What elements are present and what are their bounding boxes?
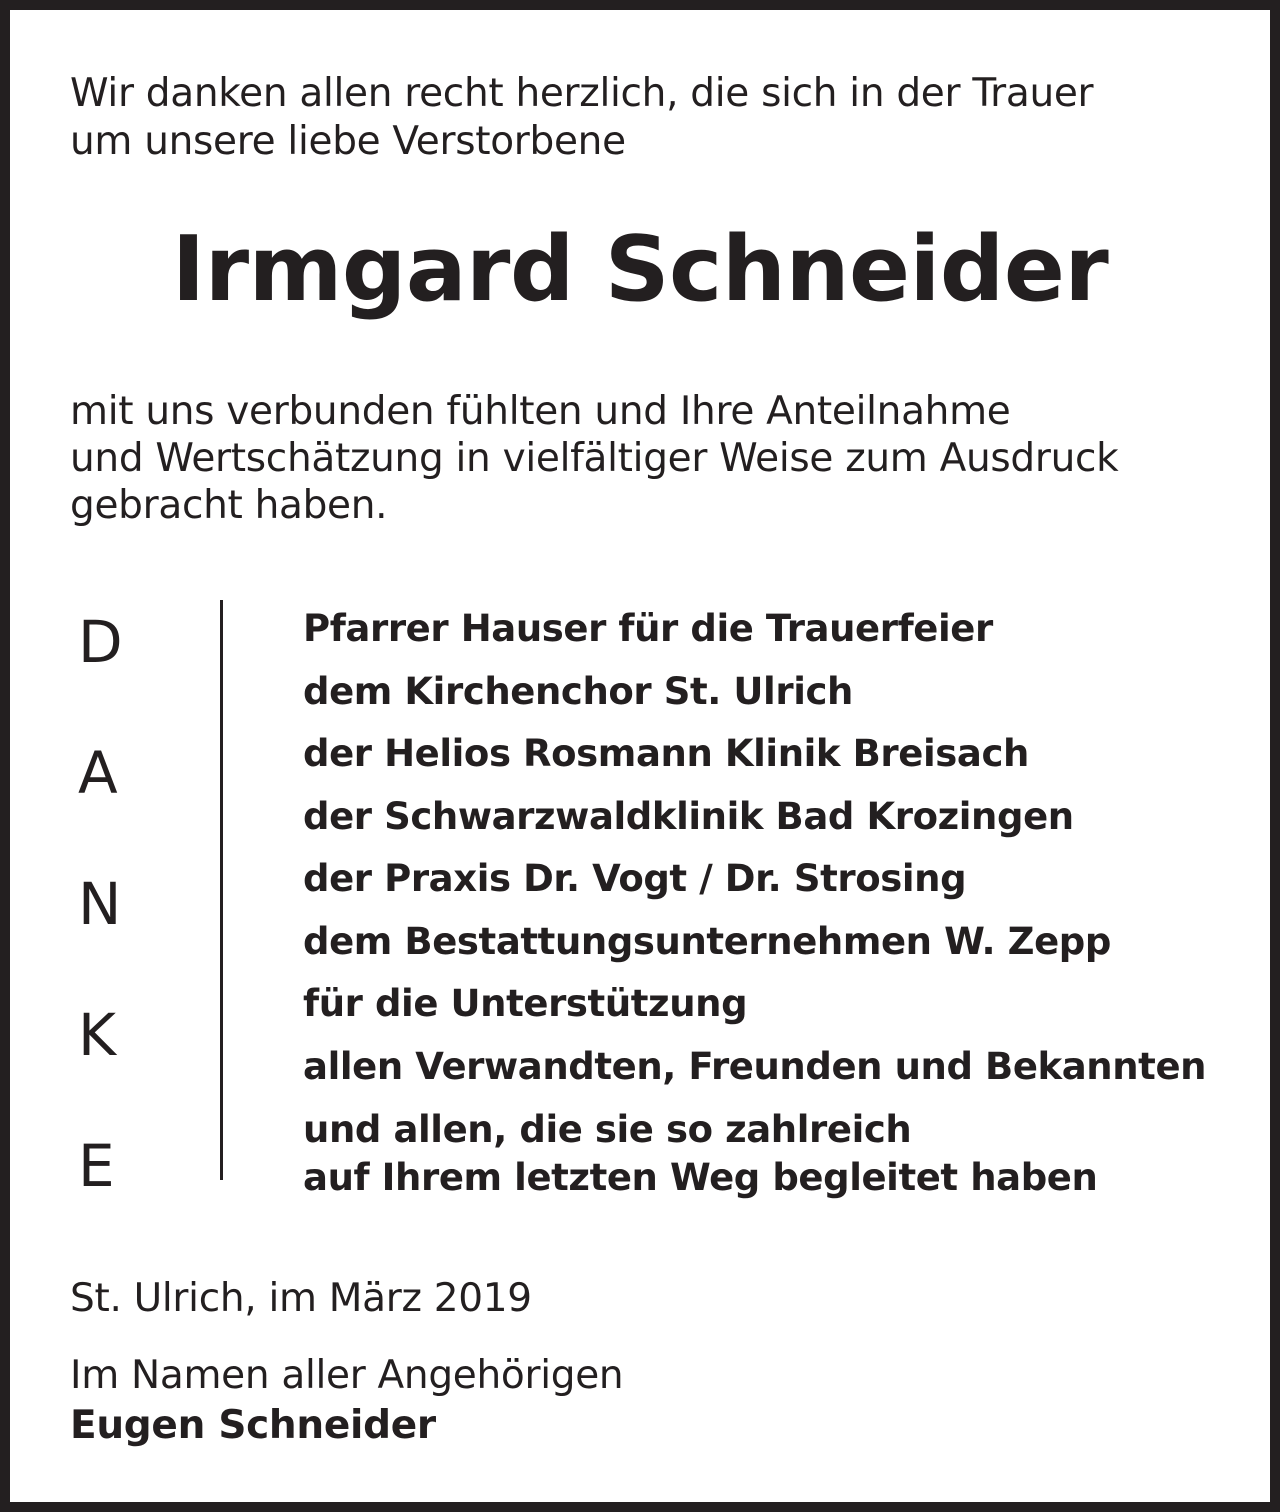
thanks-item: der Praxis Dr. Vogt / Dr. Strosing	[303, 857, 967, 900]
danke-letter: K	[78, 1001, 117, 1069]
signer-name: Eugen Schneider	[70, 1403, 436, 1448]
body-line: gebracht haben.	[70, 483, 388, 528]
thanks-item: und allen, die sie so zahlreich	[303, 1108, 912, 1151]
thanks-item: dem Bestattungsunternehmen W. Zepp	[303, 919, 1111, 963]
thanks-item: der Schwarzwaldklinik Bad Krozingen	[303, 794, 1074, 838]
body-line: mit uns verbunden fühlten und Ihre Anteilnahme	[70, 389, 1011, 434]
danke-letter: E	[78, 1132, 115, 1200]
thanks-item: auf Ihrem letzten Weg begleitet haben	[303, 1156, 1098, 1199]
body-line: und Wertschätzung in vielfältiger Weise zum Ausdruck	[70, 436, 1119, 481]
thanks-item: für die Unterstützung	[303, 982, 748, 1025]
thanks-list	[303, 598, 1206, 1202]
danke-letter: N	[78, 870, 122, 938]
thanks-item: allen Verwandten, Freunden und Bekannten	[303, 1044, 1207, 1088]
thanks-item: der Helios Rosmann Klinik Breisach	[303, 732, 1029, 775]
intro-line: Wir danken allen recht herzlich, die sich in der Trauer	[70, 71, 1094, 116]
deceased-name: Irmgard Schneider	[171, 217, 1109, 322]
body-text	[70, 388, 1118, 529]
vertical-divider	[220, 600, 223, 1180]
intro-line: um unsere liebe Verstorbene	[70, 119, 626, 164]
danke-letter: D	[78, 608, 123, 676]
place-date: St. Ulrich, im März 2019	[70, 1276, 532, 1321]
thanks-item: dem Kirchenchor St. Ulrich	[303, 669, 853, 713]
danke-letter: A	[78, 739, 118, 807]
thanks-item: Pfarrer Hauser für die Trauerfeier	[303, 607, 993, 650]
closing-line: Im Namen aller Angehörigen	[70, 1353, 624, 1398]
intro-text	[70, 70, 1093, 166]
